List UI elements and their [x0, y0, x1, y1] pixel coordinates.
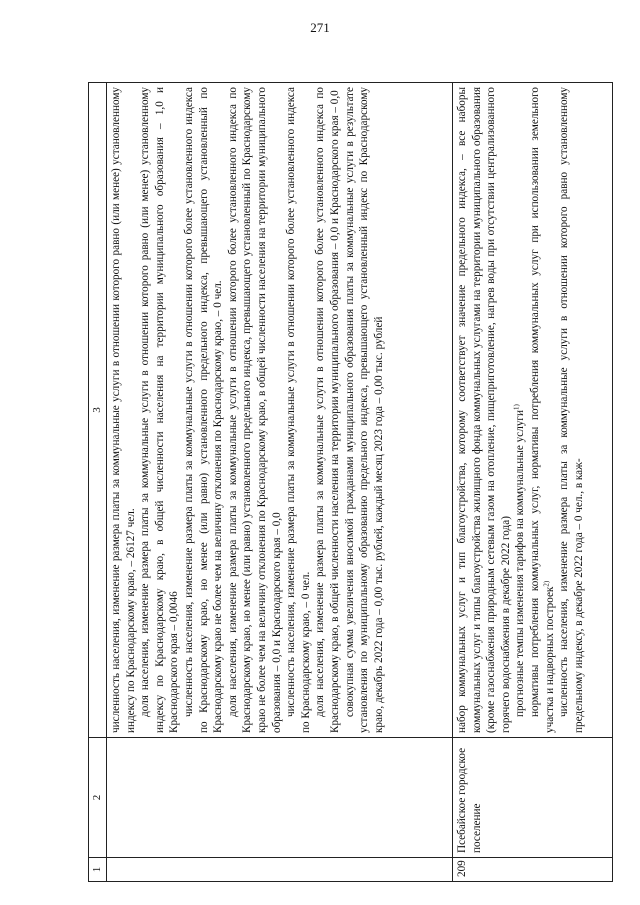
- row-name-cell: [107, 738, 453, 858]
- row-number-cell: 209: [453, 858, 613, 882]
- header-col3: 3: [89, 83, 107, 738]
- row-details-cell: [453, 83, 613, 738]
- rotated-table-wrapper: [88, 82, 613, 882]
- page-number: 271: [310, 20, 330, 35]
- detail-paragraph: численность населения, изменение размера платы за коммунальные услуги в отношении которого равно установленному предельному индексу, в декабре 2022 года – 0 чел., в каж-: [558, 87, 585, 733]
- detail-paragraph: доля населения, изменение размера платы за коммунальные услуги в отношении которого равно (или менее) установленному индексу по Краснодарскому краю, в общей численности населения на территории муниципального образования – 1,0 и Краснодарского края – 0,0046: [139, 87, 181, 733]
- detail-text: нормативы потребления коммунальных услуг, нормативы потребления коммунальных услуг при использовании земельного участка и надворных построек: [528, 87, 556, 733]
- header-col2: 2: [89, 738, 107, 858]
- footnote-mark: 1): [512, 404, 521, 411]
- detail-paragraph: доля населения, изменение размера платы за коммунальные услуги в отношении которого более установленного индекса по Краснодарскому краю, но менее (или равно) установленного предельного индекса, превышающего установленный по Краснодарскому краю не более чем на величину отклонения по Краснодарскому краю, в общей численности населения на территории муниципального образования – 0,0 и Краснодарского края – 0,0: [226, 87, 283, 733]
- detail-text: прогнозные темпы изменения тарифов на коммунальные услуги: [514, 410, 527, 717]
- detail-paragraph: численность населения, изменение размера платы за коммунальные услуги в отношении которого равно (или менее) установленному индексу по Краснодарскому краю, – 26127 чел.: [110, 87, 137, 733]
- detail-paragraph: [513, 87, 528, 733]
- row-name-cell: Псебайское городское поселение: [453, 738, 613, 858]
- detail-paragraph: совокупная сумма увеличения вносимой гражданами муниципального образования платы за коммунальные услуги в результате установления по муниципальному образованию предельного индекса, превышающего установленный индекс по Краснодарскому краю, декабрь 2022 года – 0,00 тыс. рублей, каждый месяц 2023 года – 0,00 тыс. рублей: [343, 87, 385, 733]
- row-number-cell: [107, 858, 453, 882]
- table-header-row: [89, 83, 107, 882]
- detail-paragraph: [528, 87, 557, 733]
- row-details-cell: [107, 83, 453, 738]
- header-col1: 1: [89, 858, 107, 882]
- table-row: [453, 83, 613, 882]
- data-table: [88, 82, 613, 882]
- detail-paragraph: численность населения, изменение размера платы за коммунальные услуги в отношении которого более установленного индекса по Краснодарскому краю, но менее (или равно) установленного предельного индекса, превышающего установленный по Краснодарскому краю не более чем на величину отклонения по Краснодарскому краю, – 0 чел.: [182, 87, 225, 733]
- detail-paragraph: доля населения, изменение размера платы за коммунальные услуги в отношении которого более установленного индекса по Краснодарскому краю, в общей численности населения на территории муниципального образования – 0,0 и Краснодарского края – 0,0: [314, 87, 341, 733]
- detail-paragraph: численность населения, изменение размера платы за коммунальные услуги в отношении которого более установленного индекса по Краснодарскому краю, – 0 чел.: [285, 87, 312, 733]
- footnote-mark: 2): [541, 580, 550, 587]
- detail-paragraph: набор коммунальных услуг и тип благоустройства, которому соответствует значение предельного индекса, – все наборы коммунальных услуг и типы благоустройства жилищного фонда коммунальных услугами на территории муниципального образования (кроме газоснабжения природным сетевым газом на отопление, пищеприготовление, нагрев воды при отсутствии централизованного горячего водоснабжения в декабре 2022 года): [456, 87, 512, 733]
- table-row: [107, 83, 453, 882]
